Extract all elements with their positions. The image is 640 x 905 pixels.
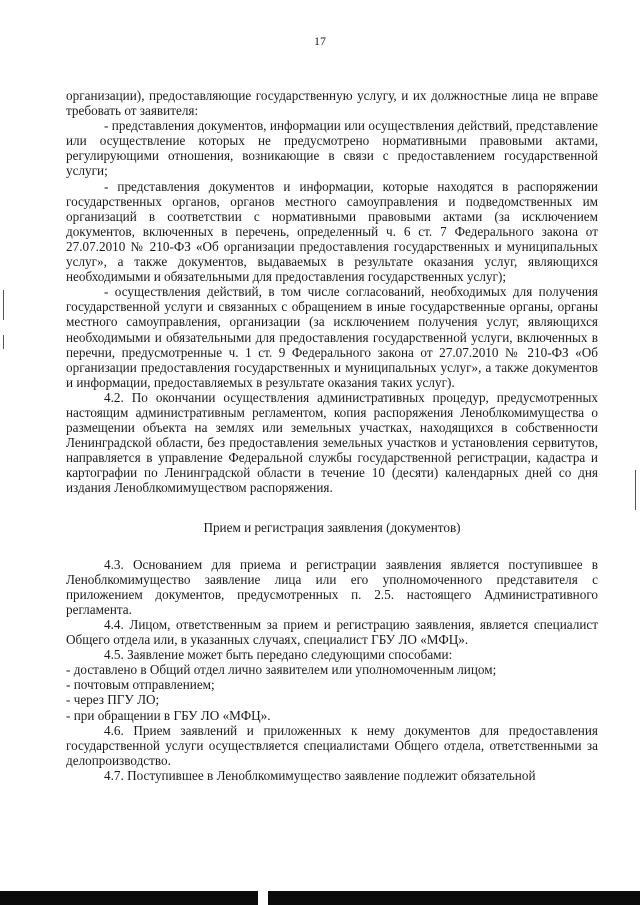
- document-body: [66, 88, 598, 783]
- scan-margin-mark: [3, 335, 4, 349]
- list-item-pgu: - через ПГУ ЛО;: [66, 692, 160, 708]
- section-heading: Прием и регистрация заявления (документов): [203, 519, 461, 535]
- paragraph-item-3: - осуществления действий, в том числе согласований, необходимых для получения государственной услуги и связанных с обращением в иные государственные органы, органы местного самоуправления, организации (за исключением получения услуг, являющихся необходимыми и обязательными для предоставления государственной услуги, включенных в перечни, предусмотренные ч. 1 ст. 9 Федерального закона от 27.07.2010 № 210-ФЗ «Об организации предоставления государственных и муниципальных услуг», а также документов и информации, предоставляемых в результате оказания таких услуг).: [66, 284, 598, 390]
- page-number: 17: [314, 34, 326, 48]
- list-item-mail: - почтовым отправлением;: [66, 677, 215, 693]
- paragraph-4-6: 4.6. Прием заявлений и приложенных к нему документов для предоставления государственной услуги осуществляется специалистами Общего отдела, ответственными за делопроизводство.: [66, 722, 598, 768]
- scan-edge-gap: [258, 891, 268, 905]
- list-item-in-person: - доставлено в Общий отдел лично заявителем или уполномоченным лицом;: [66, 662, 497, 678]
- paragraph-item-1: - представления документов, информации или осуществления действий, представление или осуществление которых не предусмотрено нормативными правовыми актами, регулирующими отношения, возникающие в связи с предоставлением государственной услуги;: [66, 118, 598, 179]
- scan-edge-bar: [0, 891, 640, 905]
- scan-margin-mark: [3, 290, 4, 320]
- list-item-mfc: - при обращении в ГБУ ЛО «МФЦ».: [66, 707, 271, 723]
- paragraph-4-5: 4.5. Заявление может быть передано следующими способами:: [104, 647, 453, 663]
- paragraph-4-7: 4.7. Поступившее в Леноблкомимущество заявление подлежит обязательной: [104, 767, 536, 783]
- paragraph-item-2: - представления документов и информации, которые находятся в распоряжении государственных органов, органов местного самоуправления и подведомственных им организаций в соответствии с нормативными правовыми актами (за исключением документов, включенных в перечень, определенный ч. 6 ст. 7 Федерального закона от 27.07.2010 № 210-ФЗ «Об организации предоставления государственных и муниципальных услуг», а также документов, выдаваемых в результате оказания услуг, являющихся необходимыми и обязательными для предоставления государственных услуг);: [66, 178, 598, 285]
- paragraph-4-2: 4.2. По окончании осуществления административных процедур, предусмотренных настоящим административным регламентом, копия распоряжения Леноблкомимущества о размещении объекта на землях или земельных участках, находящихся в собственности Ленинградской области, без предоставления земельных участков и установления сервитутов, направляется в управление Федеральной службы государственной регистрации, кадастра и картографии по Ленинградской области в течение 10 (десяти) календарных дней со дня издания Леноблкомимуществом распоряжения.: [66, 389, 598, 496]
- scan-margin-mark: [635, 470, 636, 510]
- paragraph-4-4: 4.4. Лицом, ответственным за прием и регистрацию заявления, является специалист Общего отдела или, в указанных случаях, специалист ГБУ ЛО «МФЦ».: [66, 617, 598, 648]
- paragraph-intro: организации), предоставляющие государственную услугу, и их должностные лица не вправе требовать от заявителя:: [66, 88, 598, 119]
- paragraph-4-3: 4.3. Основанием для приема и регистрации заявления является поступившее в Леноблкомимущество заявление лица или его уполномоченного представителя с приложением документов, предусмотренных п. 2.5. настоящего Административного регламента.: [66, 556, 598, 617]
